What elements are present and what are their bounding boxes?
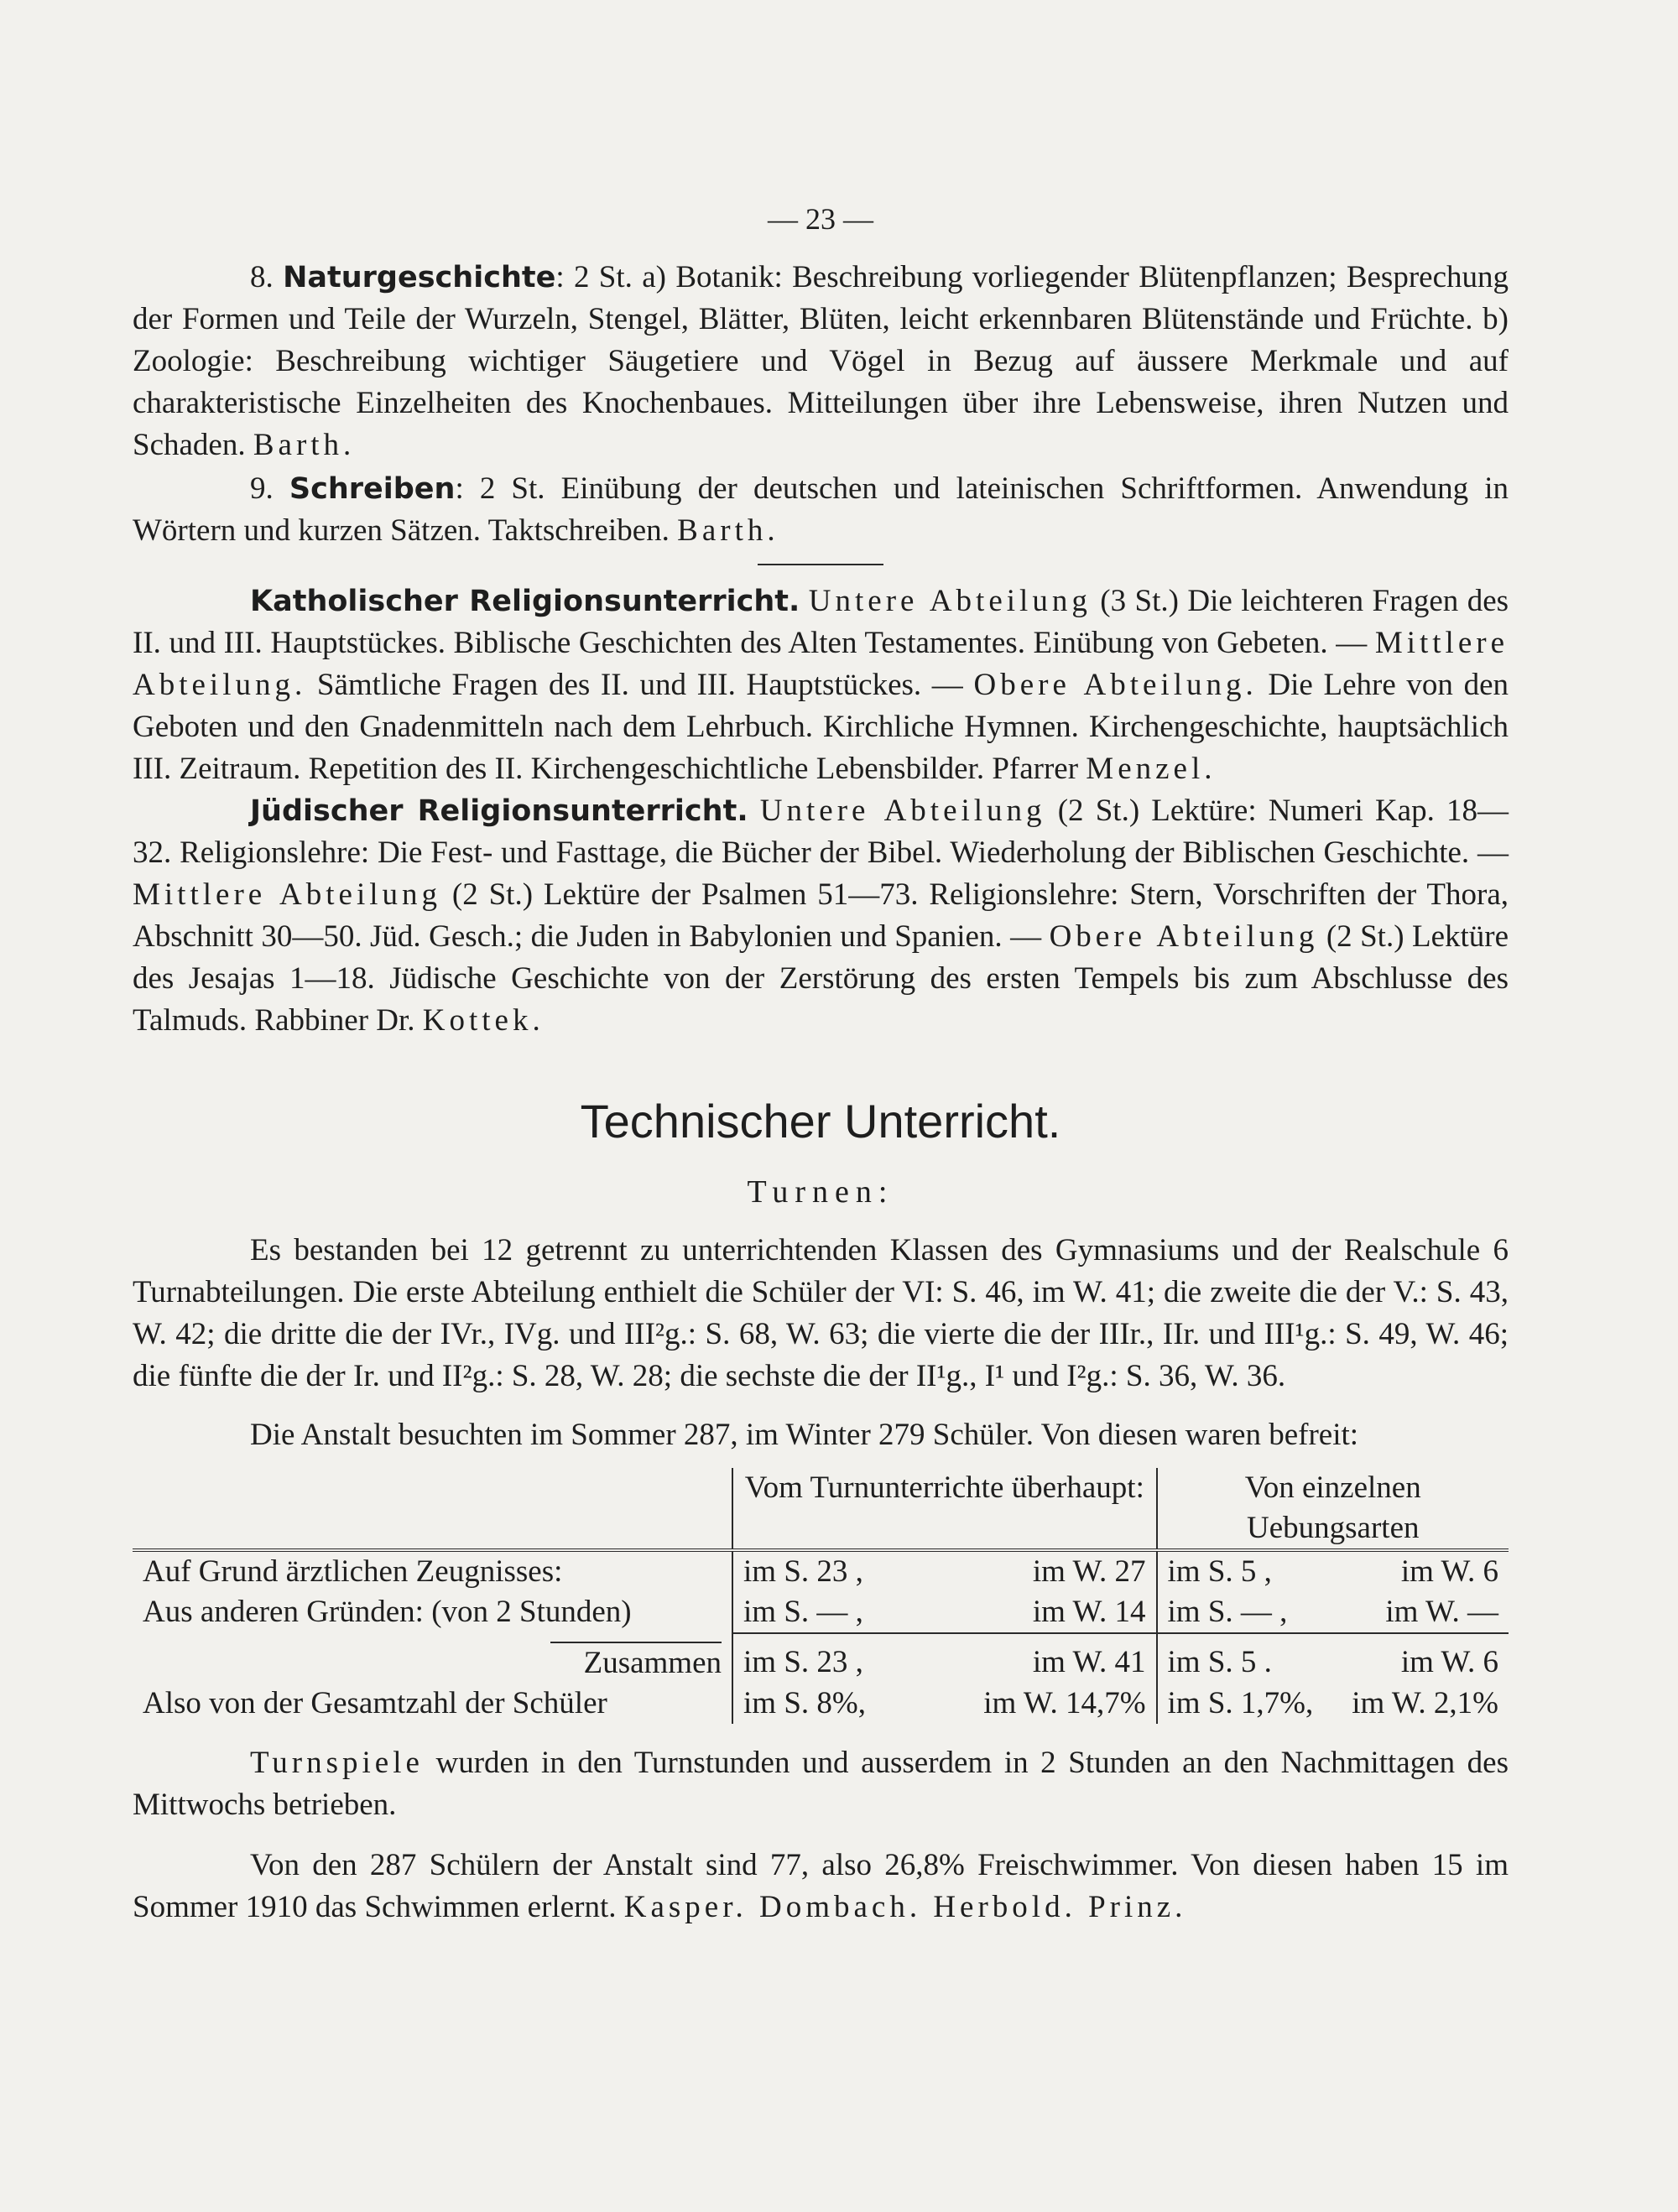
row-label: Also von der Gesamtzahl der Schüler	[143, 1686, 607, 1720]
cell-winter: im W. 6	[1400, 1554, 1498, 1589]
label-obere-abteilung: Obere Abteilung.	[973, 668, 1258, 702]
label-mittlere-abteilung: Mittlere Abteilung	[133, 877, 442, 912]
text-obere-abteilung: Die Lehre von den Geboten und den Gnadenmitteln nach dem Lehrbuch. Kirchliche Hymnen. Kirchengeschichte, hauptsächlich III. Zeitraum. Repetition des II. Kirchengeschichtliche Lebensbilder. Pfarrer	[133, 668, 1509, 786]
row-label: Aus anderen Gründen: (von 2 Stunden)	[143, 1595, 632, 1629]
page-number: — 23 —	[768, 202, 873, 236]
cell-summer: im S. 5 .	[1167, 1645, 1272, 1679]
text-turnspiele: wurden in den Turnstunden und ausserdem in 2 Stunden an den Nachmittagen des Mittwochs betrieben.	[133, 1746, 1509, 1822]
item-number: 9.	[250, 471, 274, 506]
table-row	[133, 1633, 1509, 1684]
paragraph-besuch: Die Anstalt besuchten im Sommer 287, im Winter 279 Schüler. Von diesen waren befreit:	[250, 1418, 1359, 1452]
label-obere-abteilung: Obere Abteilung	[1049, 919, 1319, 954]
table-row	[133, 1592, 1509, 1633]
cell-summer: im S. 23 ,	[743, 1645, 863, 1679]
teacher-name: Barth.	[253, 428, 356, 462]
label-mittlere-abteilung: Mittlere Abteilung.	[133, 626, 1509, 702]
text-mittlere-abteilung: Sämtliche Fragen des II. und III. Hauptstückes. —	[316, 668, 963, 702]
cell-winter: im W. 14,7%	[983, 1686, 1146, 1720]
item-number: 8.	[250, 260, 274, 294]
heading-naturgeschichte: Naturgeschichte	[283, 261, 556, 294]
text-obere-abteilung: (2 St.) Lektüre des Jesajas 1—18. Jüdische Geschichte von der Zerstörung des ersten Tempels bis zum Abschlusse des Talmuds. Rabbiner Dr.	[133, 919, 1509, 1038]
subsection-title: Turnen:	[747, 1174, 894, 1210]
teacher-name: Barth.	[677, 513, 779, 548]
cell-summer: im S. — ,	[743, 1595, 863, 1629]
cell-summer: im S. 23 ,	[743, 1554, 863, 1589]
paragraph-katholisch	[133, 580, 1509, 790]
teacher-name: Kottek.	[422, 1003, 545, 1038]
row-label: Auf Grund ärztlichen Zeugnisses:	[143, 1554, 563, 1589]
table-header-overall: Vom Turnunterrichte überhaupt:	[732, 1468, 1157, 1548]
cell-winter: im W. —	[1385, 1595, 1498, 1629]
text-naturgeschichte: : 2 St. a) Botanik: Beschreibung vorliegender Blütenpflanzen; Besprechung der Formen und Teile der Wurzeln, Stengel, Blätter, Blüten, leicht erkennbaren Blütenstände und Früchte. b) Zoologie: Beschreibung wichtiger Säugetiere und Vögel in Bezug auf äussere Merkmale und auf charakteristische Einzelheiten des Knochenbaues. Mitteilungen über ihre Lebensweise, ihren Nutzen und Schaden.	[133, 260, 1509, 462]
text-mittlere-abteilung: (2 St.) Lektüre der Psalmen 51—73. Religionslehre: Stern, Vorschriften der Thora, Abschnitt 30—50. Jüd. Gesch.; die Juden in Babylonien und Spanien. —	[133, 877, 1509, 954]
cell-winter: im W. 27	[1032, 1554, 1146, 1589]
teacher-names: Kasper. Dombach. Herbold. Prinz.	[623, 1890, 1187, 1924]
heading-katholisch: Katholischer Religionsunterricht.	[250, 585, 800, 618]
section-divider	[758, 564, 883, 565]
paragraph-turnabteilungen: Es bestanden bei 12 getrennt zu unterrichtenden Klassen des Gymnasiums und der Realschule 6 Turnabteilungen. Die erste Abteilung enthielt die Schüler der VI: S. 46, im W. 41; die zweite die der V.: S. 43, W. 42; die dritte die der IVr., IVg. und III²g.: S. 68, W. 63; die vierte die der IIIr., IIr. und III¹g.: S. 49, W. 46; die fünfte die der Ir. und II²g.: S. 28, W. 28; die sechste die der II¹g., I¹ und I²g.: S. 36, W. 36.	[133, 1233, 1509, 1393]
label-untere-abteilung: Untere Abteilung	[759, 794, 1046, 828]
label-untere-abteilung: Untere Abteilung	[808, 584, 1092, 618]
cell-summer: im S. 5 ,	[1167, 1554, 1272, 1589]
row-label	[133, 1633, 732, 1684]
exemption-table	[133, 1468, 1509, 1724]
page-content	[133, 198, 1509, 1928]
cell-winter: im W. 14	[1032, 1595, 1146, 1629]
row-label-total: Zusammen	[550, 1642, 722, 1684]
paragraph-schreiben	[133, 468, 1509, 552]
section-title: Technischer Unterricht.	[580, 1095, 1061, 1148]
text-untere-abteilung: (2 St.) Lektüre: Numeri Kap. 18—32. Religionslehre: Die Fest- und Fasttage, die Bücher der Bibel. Wiederholung der Biblischen Geschichte. —	[133, 794, 1509, 870]
cell-winter: im W. 6	[1400, 1645, 1498, 1679]
paragraph-juedisch	[133, 790, 1509, 1042]
paragraph-schwimmer	[133, 1845, 1509, 1928]
heading-juedisch: Jüdischer Religionsunterricht.	[250, 794, 748, 828]
table-header-partial: Von einzelnen Uebungsarten	[1157, 1468, 1509, 1548]
text-schwimmer: Von den 287 Schülern der Anstalt sind 77, also 26,8% Freischwimmer. Von diesen haben 15 im Sommer 1910 das Schwimmen erlernt.	[133, 1848, 1509, 1924]
heading-schreiben: Schreiben	[289, 472, 456, 506]
cell-summer: im S. 1,7%,	[1167, 1686, 1314, 1720]
table-header-empty	[133, 1468, 732, 1548]
table-row	[133, 1684, 1509, 1724]
table-header-row	[133, 1468, 1509, 1548]
cell-summer: im S. 8%,	[743, 1686, 866, 1720]
label-turnspiele: Turnspiele	[250, 1746, 424, 1780]
cell-summer: im S. — ,	[1167, 1595, 1288, 1629]
text-untere-abteilung: (3 St.) Die leichteren Fragen des II. und III. Hauptstückes. Biblische Geschichten des Alten Testamentes. Einübung von Gebeten. —	[133, 584, 1509, 660]
cell-winter: im W. 41	[1032, 1645, 1146, 1679]
paragraph-naturgeschichte	[133, 257, 1509, 466]
teacher-name: Menzel.	[1086, 752, 1217, 786]
text-schreiben: : 2 St. Einübung der deutschen und lateinischen Schriftformen. Anwendung in Wörtern und kurzen Sätzen. Taktschreiben.	[133, 471, 1509, 548]
table-row	[133, 1550, 1509, 1592]
cell-winter: im W. 2,1%	[1352, 1686, 1498, 1720]
paragraph-turnspiele	[133, 1742, 1509, 1826]
